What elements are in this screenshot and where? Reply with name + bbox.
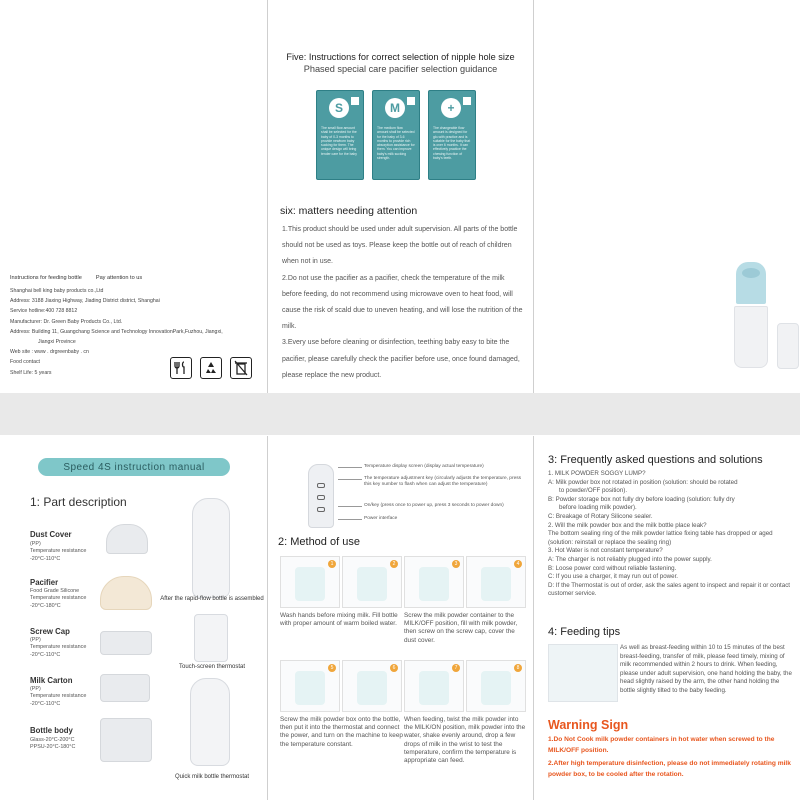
quick-thermostat-caption: Quick milk bottle thermostat [174,774,250,780]
faq-line: D: If the Thermostat is out of order, ask the sales agent to inspect and repair it or contact customer service. [548,581,791,598]
nipple-section-subtitle: Phased special care pacifier selection guidance [303,64,498,74]
warning-item: 2.After high temperature disinfection, please do not immediately rotating milk powder box, to be cooled after the rotation. [548,760,791,778]
part-spec [30,588,86,610]
step-image [342,556,402,608]
part-name: Dust Cover [30,530,72,539]
step-image [466,660,526,712]
attention-body [282,222,526,384]
button-icon [317,495,325,500]
bottle-lid [742,268,760,278]
step-figure [481,567,511,601]
part-spec [30,737,75,752]
recycle-icon [200,357,222,379]
step-figure [357,567,387,601]
callout-line [338,506,362,507]
waste-bin-icon [230,357,252,379]
part-spec-line: Temperature resistance [30,693,87,700]
back-cover-panel [0,0,267,393]
faq-line: The bottom sealing ring of the milk powder lattice fixing table has dropped or aged (solution: reinstall or replace the sealing ring) [548,530,773,546]
step-figure [295,567,325,601]
nipple-section-title: Five: Instructions for correct selection of nipple hole size [286,52,515,62]
nipple-guide-panel [268,0,533,393]
step-image [404,660,464,712]
step-text: Screw the milk powder container to the MILK/OFF position, fill with milk powder, then screw on the screw cap, cover the dust cover. [404,612,518,644]
milk-carton-image [100,674,150,702]
nipple-card-s [316,90,364,180]
display-label: Temperature display screen (display actual temperature) [364,464,484,469]
step-figure [295,671,325,705]
nipple-size-symbol: + [441,98,461,118]
method-title: 2: Method of use [278,536,360,548]
callout-line [338,467,362,468]
page-gap [0,393,800,435]
button-icon [317,507,325,512]
faq-line: B: Powder storage box not fully dry before loading (solution: fully dry [548,495,735,503]
step-text: Wash hands before mixing milk. Fill bottle with proper amount of warm boiled water. [280,612,398,628]
part-spec-line: Temperature resistance [30,644,87,651]
step-image [342,660,402,712]
faq-line: to powder/OFF position). [559,487,628,495]
company-line: Manufacturer: Dr. Green Baby Products Co., Ltd. [10,318,123,325]
part-spec [30,637,86,659]
feeding-tips-title: 4: Feeding tips [548,626,621,638]
part-spec-line: Temperature resistance [30,548,87,555]
faq-line: 1. MILK POWDER SOGGY LUMP? [548,470,646,477]
part-spec-line: -20°C-110°C [30,651,61,658]
food-contact-icon [170,357,192,379]
part-spec-line: (PP) [30,686,41,692]
step-text: When feeding, twist the milk powder into the MILK/ON position, milk powder into the water, shake evenly around, drop a few drops of milk in the wrist to test the temperature, confirm the temperature is appropriate can feed. [404,716,526,765]
part-spec-line: Food Grade Silicone [30,588,80,594]
cover-panel [534,0,800,393]
method-panel [268,436,533,800]
step-number-icon: 1 [328,560,336,568]
step-image [466,556,526,608]
touch-thermostat-image [194,614,228,662]
faq-line: A: Milk powder box not rotated in position (solution: should be rotated [548,478,738,486]
power-interface-label: Power interface [364,516,398,521]
power-key-label: On/key (press once to power up, press 3 seconds to power down) [364,503,504,508]
step-text: Screw the milk powder box onto the bottle, then put it into the thermostat and connect the power, and turn on the machine to keep the temperature constant. [280,716,403,748]
faq-line: A: The charger is not reliably plugged into the power supply. [548,555,712,563]
screw-cap-image [100,631,152,655]
back-cover-header [10,275,142,281]
step-number-icon: 7 [452,664,460,672]
thermostat-cup-illustration [777,323,799,369]
part-spec [30,541,86,563]
thermostat-device-image [308,464,334,528]
part-name: Milk Carton [30,676,73,685]
faq-list [548,470,796,599]
attention-paragraph: 3.Every use before cleaning or disinfection, teething baby easy to bite the pacifier, please carefully check the pacifier before use, once found damaged, please replace the new product. [282,339,520,379]
part-spec-line: -20°C-110°C [30,700,61,707]
nipple-size-symbol: M [385,98,405,118]
company-line: Address: Building 11, Guangchang Science and Technology InnovationPark,Fuzhou, Jiangxi, [10,328,223,335]
assembled-caption: After the rapid-flow bottle is assembled [160,596,264,602]
faq-line: 2. Will the milk powder box and the milk bottle place leak? [548,521,707,529]
adjust-key-label: The temperature adjustment key (circularly adjusts the temperature, press this key number to flash when can adjust the temperature) [364,476,522,487]
attention-section-title: six: matters needing attention [280,205,418,217]
step-number-icon: 8 [514,664,522,672]
bottle-illustration [730,262,770,370]
faq-line: 3. Hot Water is not constant temperature? [548,547,663,555]
part-spec-line: -20°C-110°C [30,555,61,562]
company-line: Service hotline:400 728 8812 [10,308,78,315]
attention-paragraph: 1.This product should be used under adult supervision. All parts of the bottle should not be used as toys. Please keep the bottle out of reach of children when not in use. [282,226,518,266]
part-description-title: 1: Part description [30,495,127,509]
part-spec [30,686,86,708]
step-number-icon: 5 [328,664,336,672]
callout-line [338,519,362,520]
step-image [280,660,340,712]
nipple-card-text: The changeable flow amount is designed for glo-with practice and is suitable for the baby that is over 6 months. It can effectively practice the chewing function of baby's teeth. [433,126,471,161]
faq-line: before loading milk powder). [559,504,637,512]
nipple-size-symbol: S [329,98,349,118]
pacifier-image [100,576,152,610]
step-figure [357,671,387,705]
step-number-icon: 2 [390,560,398,568]
part-spec-line: Glass-20°C-200°C [30,737,75,743]
checkbox-square-icon [351,97,359,105]
feeding-bottle-heading: Instructions for feeding bottle [10,275,82,281]
company-line: Shelf Life: 5 years [10,369,52,376]
step-number-icon: 4 [514,560,522,568]
bottle-base [734,306,768,368]
cover-title-wrap [552,90,592,380]
part-name: Screw Cap [30,627,70,636]
part-spec-line: PPSU-20°C-180°C [30,744,76,751]
faq-line: B: Loose power cord without reliable fastening. [548,564,677,572]
company-line: Address: 3188 Jiaxing Highway, Jiading District district, Shanghai [10,298,160,305]
feeding-tips-text: As well as breast-feeding within 10 to 15 minutes of the best breast-feeding, transfer of milk, please feed timely, mixing of milk recommended within 2 hours to drink. When feeding, please under adult supervision, one hand holding the baby, the head slightly raised by the arm, the other hand holding the bottle slightly tilted to the baby feeding. [620,644,792,694]
part-spec-line: (PP) [30,541,41,547]
step-figure [419,671,449,705]
part-name: Bottle body [30,726,73,735]
step-image [280,556,340,608]
quick-thermostat-image [190,678,230,766]
callout-line [338,479,362,480]
manual-banner: Speed 4S instruction manual [38,458,230,476]
assembled-bottle-image [192,498,230,598]
compliance-icons [170,357,252,379]
step-number-icon: 3 [452,560,460,568]
feeding-illustration [548,644,618,702]
dust-cover-image [106,524,148,554]
bottle-body-image [100,718,152,762]
nipple-card-plus [428,90,476,180]
faq-title: 3: Frequently asked questions and solutions [548,454,763,466]
nipple-card-m [372,90,420,180]
step-number-icon: 6 [390,664,398,672]
attention-paragraph: 2.Do not use the pacifier as a pacifier, check the temperature of the milk before feeding, do not recommend using microwave oven to heat food, will cause the risk of scald due to uneven heating, and will lose the nutrition of the milk. [282,274,523,331]
warning-title: Warning Sign [548,718,629,732]
warning-item: 1.Do Not Cook milk powder containers in hot water when screwed to the MILK/OFF position. [548,736,775,754]
faq-line: C: If you use a charger, it may run out of power. [548,573,679,581]
step-image [404,556,464,608]
touch-thermostat-caption: Touch-screen thermostat [178,664,246,670]
faq-line: C: Breakage of Rotary Silicone sealer. [548,512,653,520]
company-line: Web site : www . drgreenbaby . cn [10,349,89,356]
parts-panel [0,436,267,800]
company-line: Food contact [10,359,40,366]
part-name: Pacifier [30,578,59,587]
part-spec-line: Temperature resistance [30,595,87,602]
checkbox-square-icon [407,97,415,105]
step-figure [481,671,511,705]
checkbox-square-icon [463,97,471,105]
company-line: Shanghai bell king baby products co.,Ltd [10,288,104,294]
company-line: Jiangxi Province [38,339,76,346]
display-icon [317,483,325,488]
faq-panel [534,436,800,800]
step-figure [419,567,449,601]
nipple-card-text: The medium flow amount shall be selected for the baby of 3-6 months to provide rich absorption assistance for them. You can improve baby's milk sucking strength. [377,126,415,161]
part-spec-line: (PP) [30,637,41,643]
nipple-card-text: The small flow amount shall be selected for the baby of 0-3 months to provide newborn baby sucking for them. The unique design will bring tender care for the baby [321,126,358,156]
part-spec-line: -20°C-180°C [30,602,61,609]
attention-heading: Pay attention to us [95,275,143,281]
